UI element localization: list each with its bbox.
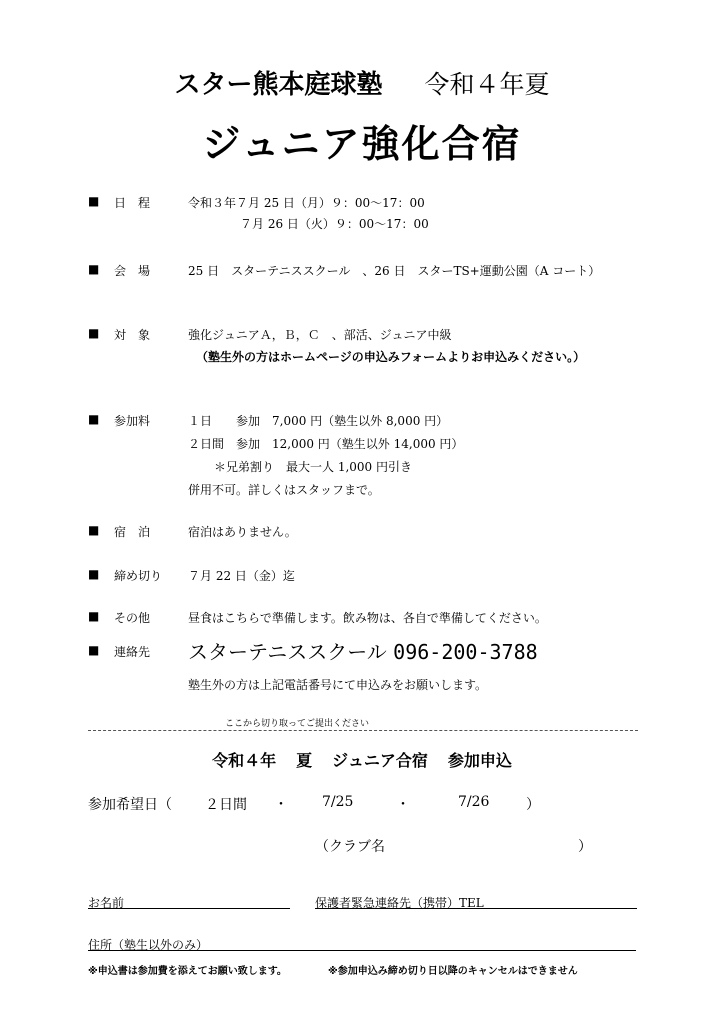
fee-line4: 併用不可。詳しくはスタッフまで。 bbox=[188, 483, 380, 497]
wish-option-2days[interactable]: ２日間 bbox=[205, 797, 247, 813]
bullet-icon: ■ bbox=[88, 609, 100, 623]
guardian-tel-field[interactable] bbox=[315, 894, 637, 909]
deadline-value: ７月 22 日（金）迄 bbox=[188, 569, 295, 583]
note-cancel: ※参加申込み締め切り日以降のキャンセルはできません bbox=[328, 966, 578, 977]
schedule-line1: 令和３年７月 25 日（月）９：00～17：00 bbox=[188, 196, 425, 210]
schedule-line2: ７月 26 日（火）９：00～17：00 bbox=[240, 217, 429, 231]
venue-label: 会 場 bbox=[114, 264, 151, 278]
wish-date-row bbox=[88, 794, 172, 814]
cut-line-divider bbox=[88, 730, 638, 731]
contact-info bbox=[188, 636, 538, 665]
cut-note: ここから切り取ってご提出ください bbox=[225, 719, 370, 729]
bullet-icon: ■ bbox=[88, 194, 100, 208]
guardian-label: 保護者緊急連絡先（携帯）TEL bbox=[315, 896, 484, 910]
fee-line1: １日 参加 7,000 円（塾生以外 8,000 円） bbox=[188, 414, 449, 428]
other-label: その他 bbox=[114, 611, 151, 625]
bullet-icon: ■ bbox=[88, 523, 100, 537]
target-note: （塾生外の方はホームページの申込みフォームよりお申込みください。） bbox=[196, 350, 586, 364]
deadline-label: 締め切り bbox=[114, 569, 163, 583]
bullet-icon: ■ bbox=[88, 643, 100, 657]
wish-option-0726[interactable]: 7/26 bbox=[458, 794, 490, 810]
bullet-icon: ■ bbox=[88, 262, 100, 276]
target-value: 強化ジュニアＡ，Ｂ，Ｃ 、部活、ジュニア中級 bbox=[188, 328, 452, 342]
lodging-value: 宿泊はありません。 bbox=[188, 525, 297, 539]
form-title-apply: 参加申込 bbox=[447, 751, 512, 770]
address-label: 住所（塾生以外のみ） bbox=[88, 938, 209, 952]
form-title-season: 夏 bbox=[296, 751, 313, 770]
bullet-icon: ■ bbox=[88, 412, 100, 426]
camp-title: ジュニア強化合宿 bbox=[202, 122, 522, 166]
wish-dot: ・ bbox=[396, 797, 410, 813]
contact-label: 連絡先 bbox=[114, 645, 151, 659]
wish-label: 参加希望日（ bbox=[88, 797, 172, 813]
schedule-label: 日 程 bbox=[114, 196, 151, 210]
address-field[interactable] bbox=[88, 936, 636, 951]
note-fee: ※申込書は参加費を添えてお願い致します。 bbox=[88, 966, 287, 977]
club-close: ） bbox=[578, 839, 592, 855]
fee-line2: ２日間 参加 12,000 円（塾生以外 14,000 円） bbox=[188, 437, 464, 451]
form-title-event: ジュニア合宿 bbox=[332, 751, 428, 770]
contact-note: 塾生外の方は上記電話番号にて申込みをお願いします。 bbox=[188, 678, 488, 692]
lodging-label: 宿 泊 bbox=[114, 525, 151, 539]
school-name: スター熊本庭球塾 bbox=[174, 70, 383, 100]
fee-label: 参加料 bbox=[114, 414, 151, 428]
name-field[interactable] bbox=[88, 894, 290, 909]
wish-option-0725[interactable]: 7/25 bbox=[322, 794, 354, 810]
bullet-icon: ■ bbox=[88, 326, 100, 340]
name-label: お名前 bbox=[88, 896, 125, 910]
header-title bbox=[0, 64, 724, 101]
form-title-year: 令和４年 bbox=[212, 751, 277, 770]
club-name-label: （クラブ名 bbox=[315, 839, 385, 855]
target-label: 対 象 bbox=[114, 328, 151, 342]
season-label: 令和４年夏 bbox=[424, 70, 550, 99]
form-title bbox=[0, 748, 724, 771]
wish-close: ） bbox=[526, 797, 540, 813]
contact-phone: 096-200-3788 bbox=[393, 640, 538, 664]
other-value: 昼食はこちらで準備します。飲み物は、各自で準備してください。 bbox=[188, 611, 547, 625]
wish-dot: ・ bbox=[274, 797, 288, 813]
bullet-icon: ■ bbox=[88, 567, 100, 581]
fee-line3: ＊兄弟割り 最大一人 1,000 円引き bbox=[214, 460, 412, 474]
contact-name: スターテニススクール bbox=[188, 640, 387, 664]
venue-value: 25 日 スターテニススクール 、26 日 スターTS+運動公園（A コート） bbox=[188, 264, 601, 278]
